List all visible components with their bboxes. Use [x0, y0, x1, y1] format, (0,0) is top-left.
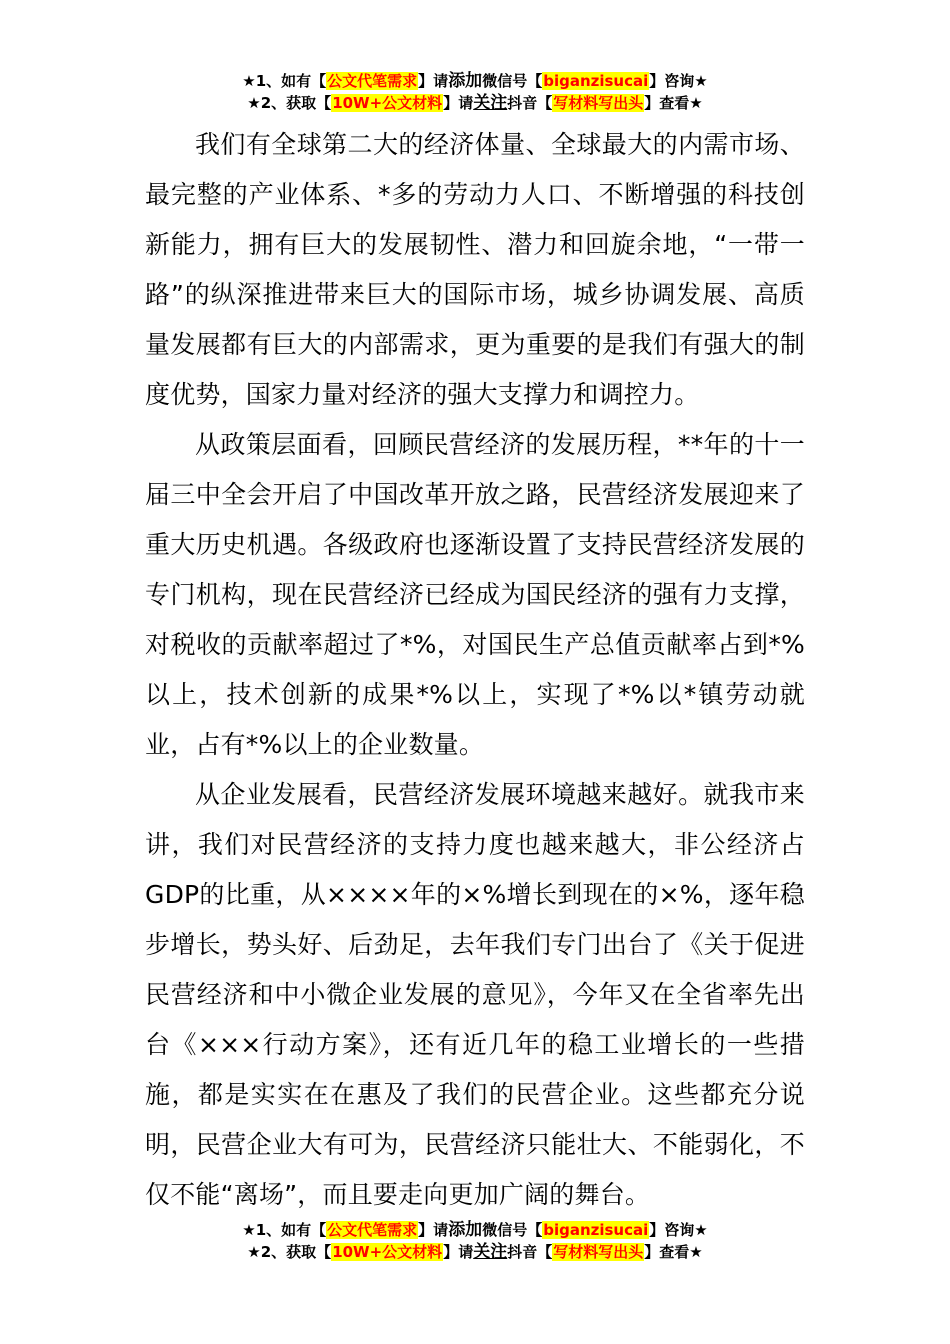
notice-highlight: 公文代笔需求	[327, 72, 418, 90]
document-body	[145, 120, 805, 1220]
notice-line-1: ★1、如有【公文代笔需求】请添加微信号【biganzisucai】咨询★	[242, 1220, 708, 1240]
notice-highlight: 10W+公文材料	[332, 94, 443, 112]
paragraph: 从政策层面看，回顾民营经济的发展历程，**年的十一届三中全会开启了中国改革开放之路，民营经济发展迎来了重大历史机遇。各级政府也逐渐设置了支持民营经济发展的专门机构，现在民营经济已经成为国民经济的强有力支撑，对税收的贡献率超过了*%，对国民生产总值贡献率占到*%以上，技术创新的成果*%以上，实现了*%以*镇劳动就业，占有*%以上的企业数量。	[145, 430, 805, 759]
douyin-account: 写材料写出头	[553, 94, 644, 112]
header-notice	[0, 70, 950, 114]
notice-line-2: ★2、获取【10W+公文材料】请关注抖音【写材料写出头】查看★	[247, 93, 703, 113]
footer-notice	[0, 1219, 950, 1263]
paragraph: 从企业发展看，民营经济发展环境越来越好。就我市来讲，我们对民营经济的支持力度也越来越大，非公经济占GDP的比重，从××××年的×%增长到现在的×%，逐年稳步增长，势头好、后劲足，去年我们专门出台了《关于促进民营经济和中小微企业发展的意见》，今年又在全省率先出台《×××行动方案》，还有近几年的稳工业增长的一些措施，都是实实在在惠及了我们的民营企业。这些都充分说明，民营企业大有可为，民营经济只能壮大、不能弱化，不仅不能“离场”，而且要走向更加广阔的舞台。	[145, 780, 805, 1209]
notice-line-2: ★2、获取【10W+公文材料】请关注抖音【写材料写出头】查看★	[247, 1242, 703, 1262]
paragraph: 我们有全球第二大的经济体量、全球最大的内需市场、最完整的产业体系、*多的劳动力人口、不断增强的科技创新能力，拥有巨大的发展韧性、潜力和回旋余地，“一带一路”的纵深推进带来巨大的国际市场，城乡协调发展、高质量发展都有巨大的内部需求，更为重要的是我们有强大的制度优势，国家力量对经济的强大支撑力和调控力。	[145, 130, 805, 409]
wechat-id: biganzisucai	[543, 1221, 649, 1239]
notice-highlight: 10W+公文材料	[332, 1243, 443, 1261]
notice-highlight: 公文代笔需求	[327, 1221, 418, 1239]
notice-line-1: ★1、如有【公文代笔需求】请添加微信号【biganzisucai】咨询★	[242, 71, 708, 91]
wechat-id: biganzisucai	[543, 72, 649, 90]
douyin-account: 写材料写出头	[553, 1243, 644, 1261]
